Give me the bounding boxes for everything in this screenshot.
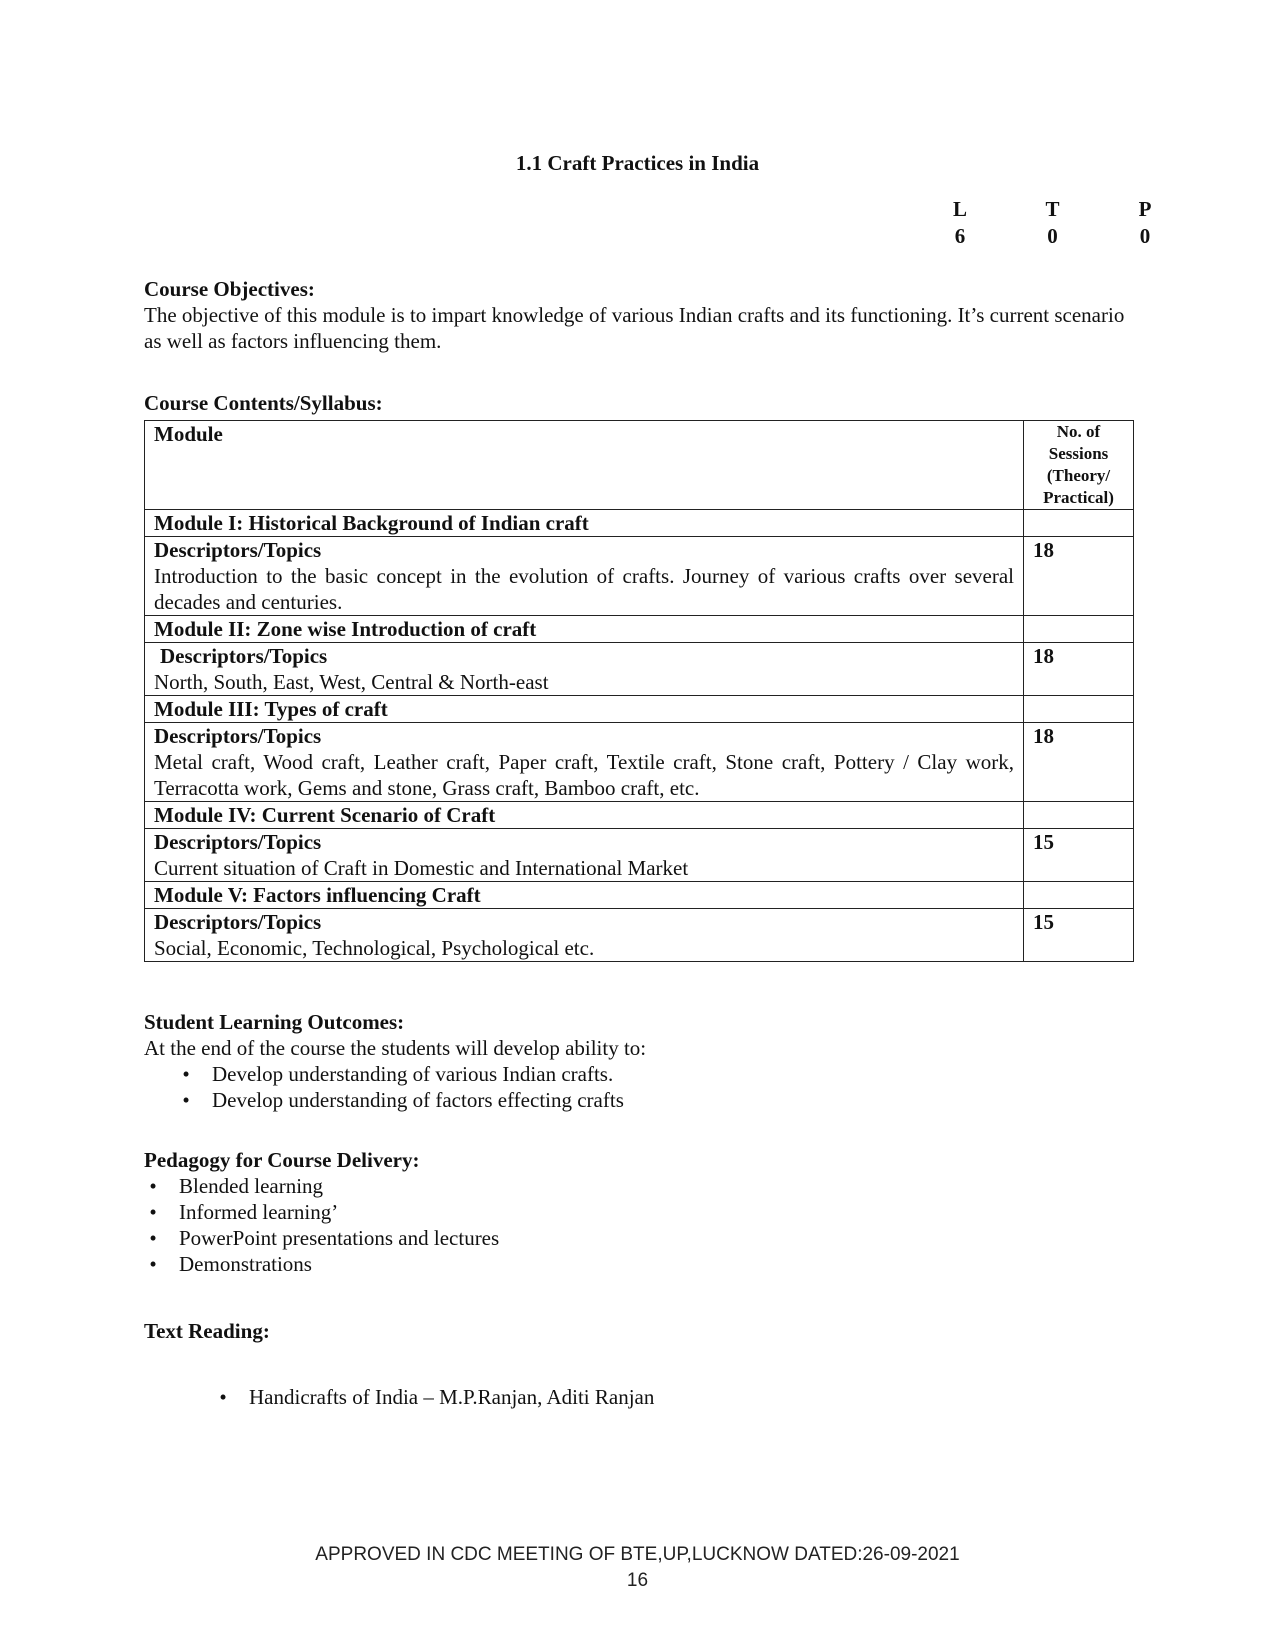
text-reading	[144, 1318, 1140, 1410]
pedagogy-section	[144, 1147, 1140, 1277]
module-title: Module I: Historical Background of Indian craft	[145, 510, 1024, 537]
ltp-header-p: P	[1138, 197, 1152, 221]
ltp-header-t: T	[1045, 197, 1060, 221]
ltp-header-row	[950, 196, 1155, 223]
page-number: 16	[626, 1570, 649, 1591]
ltp-value-t: 0	[1047, 224, 1058, 248]
module-title: Module IV: Current Scenario of Craft	[145, 802, 1024, 829]
session-count: 18	[1024, 537, 1134, 616]
list-item-text: Develop understanding of factors effecting crafts	[212, 1088, 624, 1112]
module-title-row	[145, 510, 1134, 537]
descriptor-label: Descriptors/Topics	[154, 910, 322, 934]
page-footer	[0, 1542, 1275, 1594]
session-count: 18	[1024, 723, 1134, 802]
list-item-text: Handicrafts of India – M.P.Ranjan, Aditi Ranjan	[249, 1385, 655, 1409]
empty-cell	[1024, 882, 1134, 909]
outcomes-intro: At the end of the course the students will develop ability to:	[144, 1036, 647, 1060]
list-item	[149, 1251, 1140, 1277]
bullet-icon: •	[182, 1062, 190, 1086]
list-item	[182, 1087, 1140, 1113]
bullet-icon: •	[149, 1226, 157, 1250]
ltp-value-p: 0	[1139, 224, 1151, 248]
descriptor-text: Social, Economic, Technological, Psychological etc.	[154, 936, 595, 960]
table-header-row	[145, 421, 1134, 510]
bullet-icon: •	[149, 1174, 157, 1198]
list-item	[182, 1061, 1140, 1087]
bullet-icon: •	[149, 1200, 157, 1224]
bullet-icon: •	[149, 1252, 157, 1276]
ltp-header-l: L	[952, 197, 967, 221]
module-title: Module V: Factors influencing Craft	[145, 882, 1024, 909]
reading-list	[144, 1384, 1140, 1410]
module-descriptor-cell	[145, 829, 1024, 882]
module-descriptor-cell	[145, 723, 1024, 802]
list-item	[149, 1173, 1140, 1199]
list-item-text: Blended learning	[179, 1174, 324, 1198]
module-title-row	[145, 802, 1134, 829]
session-count: 15	[1024, 909, 1134, 962]
empty-cell	[1024, 616, 1134, 643]
descriptor-text: Current situation of Craft in Domestic and International Market	[154, 856, 689, 880]
list-item-text: Informed learning’	[179, 1200, 339, 1224]
objectives-text: The objective of this module is to impart knowledge of various Indian crafts and its functioning. It’s current scenario as well as factors influencing them.	[144, 303, 1125, 353]
list-item-text: PowerPoint presentations and lectures	[179, 1226, 500, 1250]
list-item-text: Demonstrations	[179, 1252, 312, 1276]
empty-cell	[1024, 802, 1134, 829]
module-title: Module II: Zone wise Introduction of craft	[145, 616, 1024, 643]
module-descriptor-cell	[145, 909, 1024, 962]
module-title-row	[145, 696, 1134, 723]
outcomes-list	[144, 1061, 1140, 1113]
empty-cell	[1024, 696, 1134, 723]
bullet-icon: •	[219, 1385, 227, 1409]
list-item	[219, 1384, 1140, 1410]
module-column-header: Module	[145, 421, 1024, 510]
page-title: 1.1 Craft Practices in India	[515, 151, 760, 175]
module-title-row	[145, 882, 1134, 909]
ltp-value-row	[950, 223, 1155, 250]
bullet-icon: •	[182, 1088, 190, 1112]
pedagogy-heading: Pedagogy for Course Delivery:	[144, 1148, 420, 1172]
outcomes-heading: Student Learning Outcomes:	[144, 1010, 405, 1034]
syllabus-table	[144, 420, 1134, 962]
module-title: Module III: Types of craft	[145, 696, 1024, 723]
session-count: 15	[1024, 829, 1134, 882]
descriptor-label: Descriptors/Topics	[154, 830, 322, 854]
ltp-value-l: 6	[954, 224, 966, 248]
module-descriptor-cell	[145, 537, 1024, 616]
descriptor-label: Descriptors/Topics	[154, 724, 322, 748]
approval-note: APPROVED IN CDC MEETING OF BTE,UP,LUCKNOW DATED:26-09-2021	[315, 1544, 960, 1565]
descriptor-text: North, South, East, West, Central & North-east	[154, 670, 549, 694]
module-descriptor-row	[145, 723, 1134, 802]
module-descriptor-row	[145, 909, 1134, 962]
module-title-row	[145, 616, 1134, 643]
module-descriptor-row	[145, 537, 1134, 616]
list-item	[149, 1225, 1140, 1251]
module-descriptor-cell	[145, 643, 1024, 696]
descriptor-text: Metal craft, Wood craft, Leather craft, Paper craft, Textile craft, Stone craft, Pottery / Clay work, Terracotta work, Gems and stone, Grass craft, Bamboo craft, etc.	[154, 750, 1014, 800]
session-count: 18	[1024, 643, 1134, 696]
descriptor-text: Introduction to the basic concept in the evolution of crafts. Journey of various crafts over several decades and centuries.	[154, 564, 1014, 614]
reading-heading: Text Reading:	[144, 1319, 270, 1343]
module-descriptor-row	[145, 643, 1134, 696]
sessions-column-header: No. of Sessions (Theory/ Practical)	[1024, 421, 1134, 510]
ltp-credits	[950, 196, 1155, 250]
contents-heading: Course Contents/Syllabus:	[144, 391, 383, 415]
list-item-text: Develop understanding of various Indian crafts.	[212, 1062, 614, 1086]
empty-cell	[1024, 510, 1134, 537]
pedagogy-list	[144, 1173, 1140, 1277]
descriptor-label: Descriptors/Topics	[160, 644, 328, 668]
learning-outcomes	[144, 1009, 1140, 1113]
objectives-heading: Course Objectives:	[144, 277, 315, 301]
module-descriptor-row	[145, 829, 1134, 882]
descriptor-label: Descriptors/Topics	[154, 538, 322, 562]
course-objectives	[144, 276, 1140, 354]
list-item	[149, 1199, 1140, 1225]
